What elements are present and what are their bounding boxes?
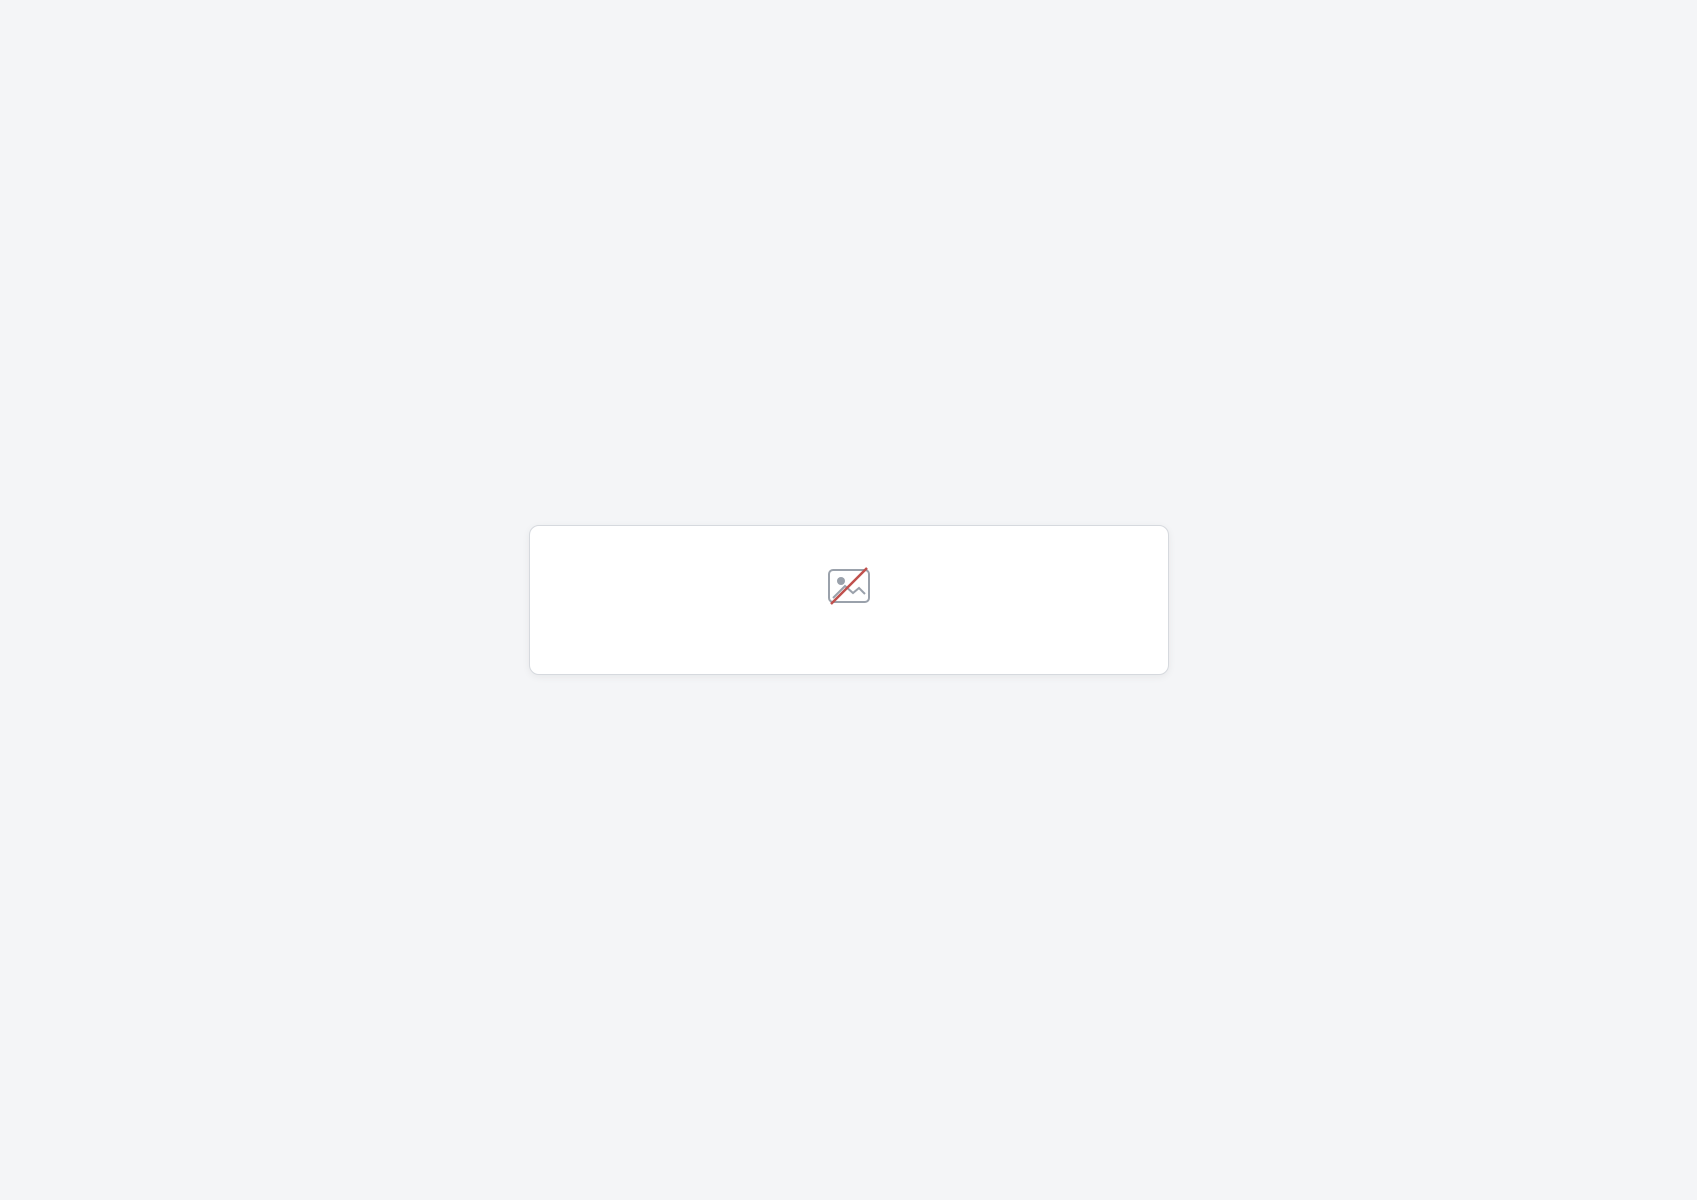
image-missing-icon (825, 562, 873, 610)
empty-canvas-placeholder (529, 525, 1169, 675)
